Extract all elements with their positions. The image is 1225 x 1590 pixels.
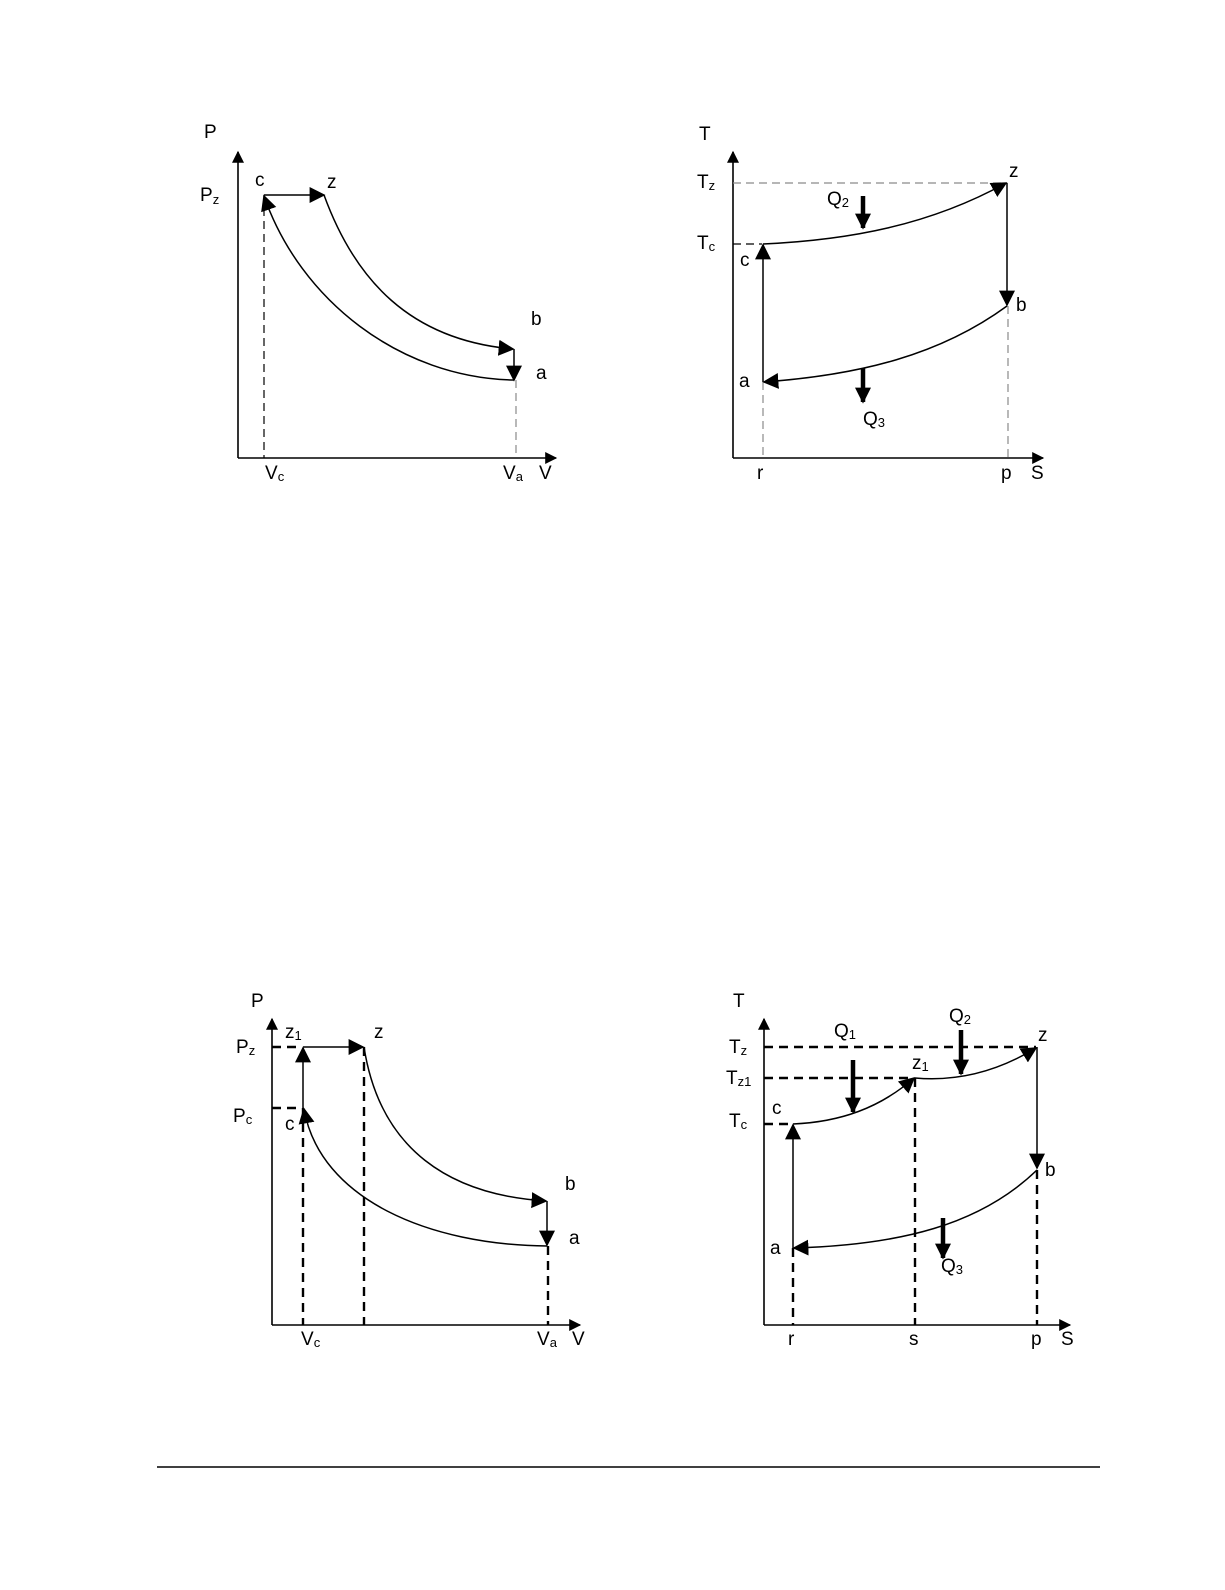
pz-label: Pz — [200, 185, 220, 207]
tick-s-label: s — [909, 1329, 919, 1350]
q2-label: Q2 — [827, 189, 850, 210]
q3-label: Q3 — [941, 1256, 964, 1277]
tz-label: Tz — [697, 172, 716, 193]
pv-diagram-diesel — [200, 122, 556, 484]
point-a-label: a — [739, 371, 750, 392]
tc-label: Tc — [729, 1111, 748, 1132]
axis-label-t: T — [699, 124, 711, 145]
point-a-label: a — [770, 1238, 781, 1259]
vc-label: Vc — [301, 1329, 321, 1350]
point-z1-label: z1 — [912, 1053, 929, 1074]
point-z-label: z — [327, 172, 337, 193]
point-b-label: b — [531, 309, 542, 330]
point-a-label: a — [569, 1228, 580, 1249]
vc-label: Vc — [265, 463, 285, 484]
point-c-label: c — [255, 170, 265, 191]
axis-label-v: V — [572, 1329, 585, 1350]
compression-curve — [264, 196, 514, 380]
q2-label: Q2 — [949, 1006, 972, 1027]
constant-volume-curve — [764, 306, 1007, 382]
constant-pressure-curve — [915, 1048, 1036, 1079]
pz-label: Pz — [236, 1037, 256, 1058]
tick-p-label: p — [1031, 1329, 1042, 1350]
axis-label-v: V — [539, 463, 552, 484]
axis-label-s: S — [1061, 1329, 1074, 1350]
tick-r-label: r — [757, 463, 764, 484]
point-b-label: b — [565, 1174, 576, 1195]
point-c-label: c — [740, 250, 750, 271]
axis-label-s: S — [1031, 463, 1044, 484]
point-b-label: b — [1016, 295, 1027, 316]
expansion-curve — [364, 1047, 546, 1201]
q1-label: Q1 — [834, 1021, 857, 1042]
ts-diagram-diesel — [697, 124, 1044, 484]
point-b-label: b — [1045, 1160, 1056, 1181]
tc-label: Tc — [697, 233, 716, 254]
axis-label-t: T — [733, 991, 745, 1012]
point-c-label: c — [285, 1114, 295, 1135]
point-a-label: a — [536, 363, 547, 384]
constant-pressure-curve — [763, 183, 1006, 244]
tz-label: Tz — [729, 1037, 748, 1058]
compression-curve — [304, 1109, 547, 1246]
pv-diagram-mixed — [233, 991, 585, 1350]
point-c-label: c — [772, 1098, 782, 1119]
expansion-curve — [324, 195, 513, 349]
point-z-label: z — [1009, 161, 1019, 182]
ts-diagram-mixed — [726, 991, 1074, 1350]
tick-r-label: r — [788, 1329, 795, 1350]
point-z1-label: z1 — [285, 1022, 302, 1043]
axis-label-p: P — [204, 122, 217, 143]
axis-label-p: P — [251, 991, 264, 1012]
pc-label: Pc — [233, 1106, 253, 1127]
va-label: Va — [537, 1329, 557, 1350]
point-z-label: z — [374, 1022, 384, 1043]
q3-label: Q3 — [863, 409, 886, 430]
tick-p-label: p — [1001, 463, 1012, 484]
va-label: Va — [503, 463, 523, 484]
tz1-label: Tz1 — [726, 1068, 752, 1089]
point-z-label: z — [1038, 1025, 1048, 1046]
